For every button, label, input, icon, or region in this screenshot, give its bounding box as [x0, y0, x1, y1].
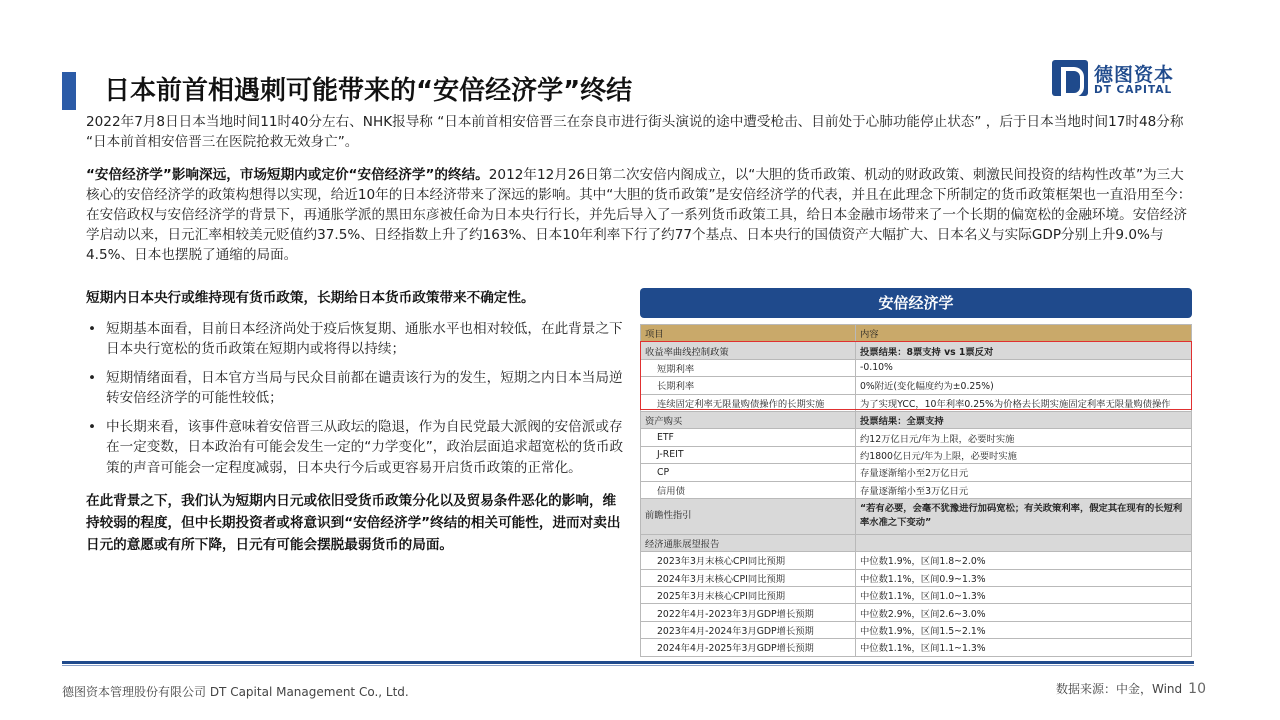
- data-source: 数据来源：中金，Wind: [1056, 682, 1183, 696]
- table-cell-item: 2023年4月-2024年3月GDP增长预期: [641, 621, 856, 638]
- table-cell-item: CP: [641, 464, 856, 481]
- table-cell-content: -0.10%: [856, 359, 1192, 376]
- table-cell-content: 投票结果：8票支持 vs 1票反对: [856, 342, 1192, 359]
- table-cell-content: 中位数1.1%，区间1.0~1.3%: [856, 587, 1192, 604]
- table-row: [641, 569, 1192, 586]
- table-cell-content: 投票结果：全票支持: [856, 411, 1192, 428]
- column-header-content: 内容: [856, 325, 1192, 342]
- table-cell-item: 2022年4月-2023年3月GDP增长预期: [641, 604, 856, 621]
- footer-divider: [62, 661, 1194, 664]
- table-row: [641, 552, 1192, 569]
- table-cell-content: 中位数1.1%，区间1.1~1.3%: [856, 639, 1192, 656]
- table-header-row: [641, 325, 1192, 342]
- table-row: [641, 342, 1192, 359]
- analysis-bullet: • 短期情绪面看，日本官方当局与民众目前都在谴责该行为的发生，短期之内日本当局逆转安倍经济学的可能性较低；: [86, 368, 626, 409]
- table-cell-item: 资产购买: [641, 411, 856, 428]
- table-cell-item: 前瞻性指引: [641, 498, 856, 534]
- table-row: [641, 446, 1192, 463]
- table-row: [641, 604, 1192, 621]
- table-row: [641, 587, 1192, 604]
- table-cell-item: 2023年3月末核心CPI同比预期: [641, 552, 856, 569]
- analysis-bullet: • 中长期来看，该事件意味着安倍晋三从政坛的隐退，作为自民党最大派阀的安倍派或存在一定变数，日本政治有可能会发生一定的“力学变化”，政治层面追求超宽松的货币政策的声音可能会一定程度减弱，日本央行今后或更容易开启货币政策的正常化。: [86, 417, 626, 479]
- table-row: [641, 377, 1192, 394]
- table-cell-item: 收益率曲线控制政策: [641, 342, 856, 359]
- table-row: [641, 429, 1192, 446]
- table-cell-content: 中位数2.9%，区间2.6~3.0%: [856, 604, 1192, 621]
- footer-divider-thin: [62, 665, 1194, 666]
- table-row: [641, 359, 1192, 376]
- table-cell-content: 存量逐渐缩小至2万亿日元: [856, 464, 1192, 481]
- table-cell-content: 中位数1.1%，区间0.9~1.3%: [856, 569, 1192, 586]
- table-cell-item: 2024年4月-2025年3月GDP增长预期: [641, 639, 856, 656]
- table-cell-item: J-REIT: [641, 446, 856, 463]
- page-title: 日本前首相遇刺可能带来的“安倍经济学”终结: [104, 76, 633, 106]
- intro-paragraph-2-body: 2012年12月26日第二次安倍内阁成立，以“大胆的货币政策、机动的财政政策、刺激民间投资的结构性改革”为三大核心的安倍经济学的政策构想得以实现，给近10年的日本经济带来了深远的影响。其中“大胆的货币政策”是安倍经济学的代表，并且在此理念下所制定的货币政策框架也一直沿用至今：在安倍政权与安倍经济学的背景下，再通胀学派的黑田东彦被任命为日本央行行长，并先后导入了一系列货币政策工具，给日本金融市场带来了一个长期的偏宽松的金融环境。安倍经济学启动以来，日元汇率相较美元贬值约37.5%、日经指数上升了约163%、日本10年利率下行了约77个基点、日本央行的国债资产大幅扩大、日本名义与实际GDP分别上升9.0%与4.5%、日本也摆脱了通缩的局面。: [86, 167, 1192, 263]
- page-number: 10: [1188, 681, 1206, 697]
- table-cell-content: “若有必要，会毫不犹豫进行加码宽松；有关政策利率，假定其在现有的长短利率水准之下变动”: [856, 498, 1192, 534]
- analysis-column: [86, 288, 626, 556]
- analysis-heading: 短期内日本央行或维持现有货币政策，长期给日本货币政策带来不确定性。: [86, 290, 535, 306]
- table-row: [641, 534, 1192, 551]
- policy-table: [640, 324, 1192, 657]
- table-cell-content: [856, 534, 1192, 551]
- title-accent-bar: [62, 72, 76, 110]
- table-cell-item: 长期利率: [641, 377, 856, 394]
- footer-source: [1056, 680, 1206, 697]
- analysis-conclusion: 在此背景之下，我们认为短期内日元或依旧受货币政策分化以及贸易条件恶化的影响，维持较弱的程度，但中长期投资者或将意识到“安倍经济学”终结的相关可能性，进而对卖出日元的意愿或有所下降，日元有可能会摆脱最弱货币的局面。: [86, 493, 621, 553]
- table-cell-content: 0%附近(变化幅度约为±0.25%): [856, 377, 1192, 394]
- intro-paragraph-2: [86, 165, 1196, 265]
- dt-logo-icon: [1052, 60, 1088, 96]
- table-cell-content: 存量逐渐缩小至3万亿日元: [856, 481, 1192, 498]
- table-row: [641, 394, 1192, 411]
- intro-paragraph-1: 2022年7月8日日本当地时间11时40分左右、NHK报导称 “日本前首相安倍晋三在奈良市进行街头演说的途中遭受枪击、目前处于心肺功能停止状态” ，后于日本当地时间17时48分称 “日本前首相安倍晋三在医院抢救无效身亡”。: [86, 114, 1184, 150]
- column-header-item: 项目: [641, 325, 856, 342]
- analysis-bullet: • 短期基本面看，目前日本经济尚处于疫后恢复期、通胀水平也相对较低，在此背景之下日本央行宽松的货币政策在短期内或将得以持续；: [86, 319, 626, 360]
- table-row: [641, 464, 1192, 481]
- table-cell-item: 2024年3月末核心CPI同比预期: [641, 569, 856, 586]
- table-row: [641, 411, 1192, 428]
- policy-table-body: [641, 325, 1192, 657]
- intro-paragraph-2-lead: “安倍经济学”影响深远，市场短期内或定价“安倍经济学”的终结。: [86, 167, 489, 183]
- table-cell-item: ETF: [641, 429, 856, 446]
- table-cell-item: 连续固定利率无限量购债操作的长期实施: [641, 394, 856, 411]
- table-row: [641, 481, 1192, 498]
- table-title: 安倍经济学: [640, 288, 1192, 318]
- table-cell-content: 中位数1.9%，区间1.8~2.0%: [856, 552, 1192, 569]
- table-cell-content: 约12万亿日元/年为上限，必要时实施: [856, 429, 1192, 446]
- company-logo: [1052, 60, 1182, 100]
- table-cell-content: 中位数1.9%，区间1.5~2.1%: [856, 621, 1192, 638]
- table-row: [641, 498, 1192, 534]
- table-row: [641, 639, 1192, 656]
- logo-chinese-name: 德图资本: [1094, 64, 1175, 86]
- table-cell-content: 为了实现YCC，10年利率0.25%为价格去长期实施固定利率无限量购债操作: [856, 394, 1192, 411]
- table-cell-item: 短期利率: [641, 359, 856, 376]
- table-cell-item: 经济通胀展望报告: [641, 534, 856, 551]
- table-cell-content: 约1800亿日元/年为上限，必要时实施: [856, 446, 1192, 463]
- logo-english-name: DT CAPITAL: [1094, 84, 1173, 96]
- table-cell-item: 2025年3月末核心CPI同比预期: [641, 587, 856, 604]
- table-row: [641, 621, 1192, 638]
- table-cell-item: 信用债: [641, 481, 856, 498]
- footer-company: 德图资本管理股份有限公司 DT Capital Management Co., Ltd.: [62, 685, 409, 699]
